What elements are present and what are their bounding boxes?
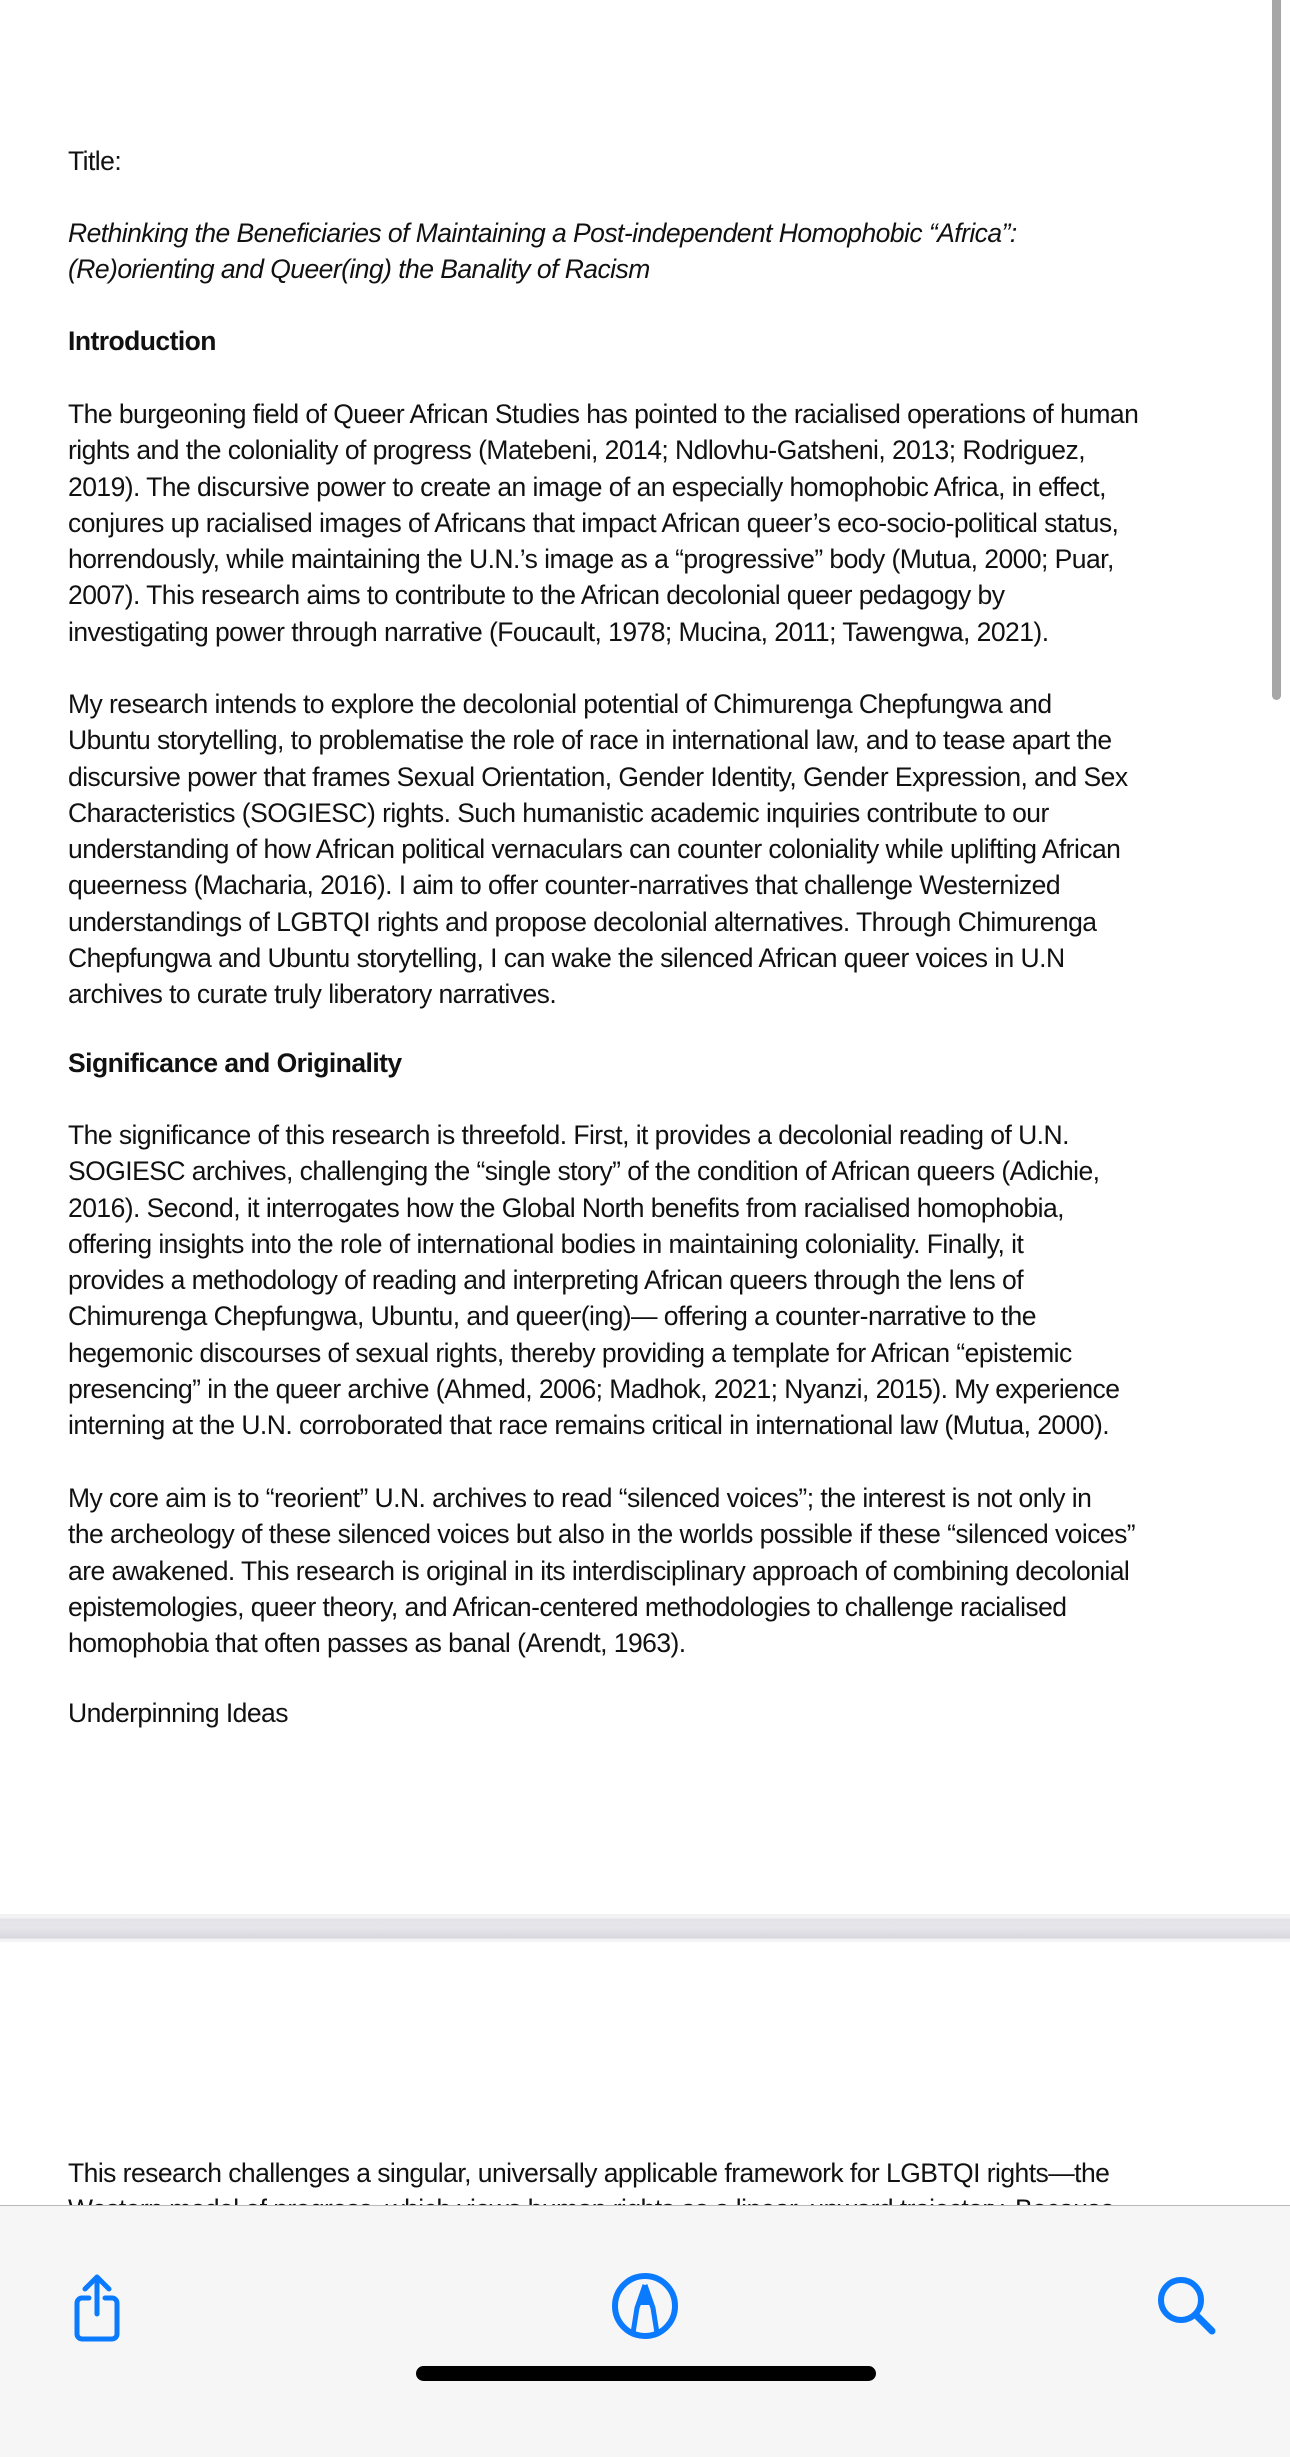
paragraph-significance-1: The significance of this research is threefold. First, it provides a decolonial reading of U.N. SOGIESC archives, challenging the “single story” of the condition of African queers (Adichie, 2016). Second, it interrogates how the Global North benefits from racialised homophobia, offering insights into the role of international bodies in maintaining coloniality. Finally, it provides a methodology of reading and interpreting African queers through the lens of Chimurenga Chepfungwa, Ubuntu, and queer(ing)— offering a counter-narrative to the hegemonic discourses of sexual rights, thereby providing a template for African “epistemic presencing” in the queer archive (Ahmed, 2006; Madhok, 2021; Nyanzi, 2015). My experience interning at the U.N. corroborated that race remains critical in international law (Mutua, 2000). — [68, 1120, 1120, 1441]
home-indicator[interactable] — [416, 2366, 876, 2381]
markup-pen-icon — [610, 2271, 680, 2341]
search-button[interactable] — [1147, 2266, 1227, 2346]
bottom-toolbar — [0, 2205, 1290, 2457]
title-label: Title: — [68, 146, 122, 176]
paragraph-significance-2: My core aim is to “reorient” U.N. archives to read “silenced voices”; the interest is not only in the archeology of these silenced voices but also in the worlds possible if these “silenced voices” are awakened. This research is original in its interdisciplinary approach of combining decolonial epistemologies, queer theory, and African-centered methodologies to challenge racialised homophobia that often passes as banal (Arendt, 1963). — [68, 1483, 1136, 1659]
heading-introduction: Introduction — [68, 326, 216, 356]
share-button[interactable] — [57, 2266, 137, 2346]
vertical-scrollbar[interactable] — [1272, 0, 1281, 700]
markup-button[interactable] — [605, 2266, 685, 2346]
page-break-divider — [0, 1914, 1290, 1942]
search-icon — [1152, 2271, 1222, 2341]
document-title: Rethinking the Beneficiaries of Maintaining a Post-independent Homophobic “Africa”: (Re)orienting and Queer(ing) the Banality of Racism — [68, 218, 1017, 285]
paragraph-page-2: This research challenges a singular, universally applicable framework for LGBTQI rights—the — [68, 2158, 1110, 2188]
paragraph-introduction-2: My research intends to explore the decolonial potential of Chimurenga Chepfungwa and Ubuntu storytelling, to problematise the role of race in international law, and to tease apart the discursive power that frames Sexual Orientation, Gender Identity, Gender Expression, and Sex Characteristics (SOGIESC) rights. Such humanistic academic inquiries contribute to our understanding of how African political vernaculars can counter coloniality while uplifting African queerness (Macharia, 2016). I aim to offer counter-narratives that challenge Westernized understandings of LGBTQI rights and propose decolonial alternatives. Through Chimurenga Chepfungwa and Ubuntu storytelling, I can wake the silenced African queer voices in U.N archives to curate truly liberatory narratives. — [68, 689, 1128, 1010]
share-icon — [67, 2270, 127, 2342]
heading-underpinning-ideas: Underpinning Ideas — [68, 1698, 288, 1728]
paragraph-introduction-1: The burgeoning field of Queer African Studies has pointed to the racialised operations of human rights and the coloniality of progress (Matebeni, 2014; Ndlovhu-Gatsheni, 2013; Rodriguez, 2019). The discursive power to create an image of an especially homophobic Africa, in effect, conjures up racialised images of Africans that impact African queer’s eco-socio-political status, horrendously, while maintaining the U.N.’s image as a “progressive” body (Mutua, 2000; Puar, 2007). This research aims to contribute to the African decolonial queer pedagogy by investigating power through narrative (Foucault, 1978; Mucina, 2011; Tawengwa, 2021). — [68, 399, 1139, 647]
heading-significance: Significance and Originality — [68, 1048, 402, 1078]
